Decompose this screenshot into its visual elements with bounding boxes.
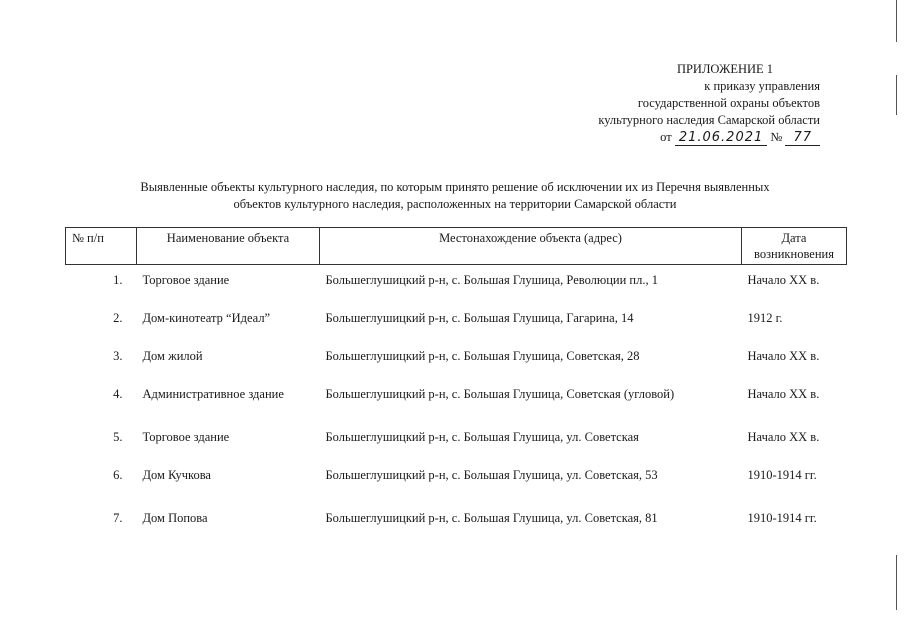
header-name: Наименование объекта [137,228,320,265]
row-name: Дом жилой [142,349,203,363]
header-date [742,228,847,265]
document-heading [60,179,850,213]
header-address: Местонахождение объекта (адрес) [320,228,742,265]
row-date: 1910-1914 гг. [747,511,817,525]
row-name: Торговое здание [142,273,230,287]
annex-block [520,61,820,146]
annex-line-1: к приказу управления [704,79,820,93]
row-name: Дом-кинотеатр “Идеал” [142,311,271,325]
row-num: 2. [113,311,123,325]
row-date: 1912 г. [747,311,783,325]
table-header-row [66,228,847,265]
annex-line-3: культурного наследия Самарской области [598,113,820,127]
row-address: Большеглушицкий р-н, с. Большая Глушица, ул. Советская, 53 [325,468,658,482]
row-num: 4. [113,387,123,401]
row-name: Административное здание [142,387,284,401]
row-date: Начало XX в. [747,387,820,401]
handwritten-number: 77 [785,131,820,146]
table-row [66,422,847,460]
scan-edge-mark [896,75,897,115]
row-name: Дом Кучкова [142,468,211,482]
header-date-line-2: возникновения [754,247,834,261]
table-row [66,503,847,541]
row-date: Начало XX в. [747,349,820,363]
table-row [66,379,847,422]
row-address: Большеглушицкий р-н, с. Большая Глушица, Советская, 28 [325,349,640,363]
row-address: Большеглушицкий р-н, с. Большая Глушица, Революции пл., 1 [325,273,658,287]
row-num: 7. [113,511,123,525]
table-row [66,303,847,341]
row-date: Начало XX в. [747,430,820,444]
row-address: Большеглушицкий р-н, с. Большая Глушица, ул. Советская, 81 [325,511,658,525]
row-num: 6. [113,468,123,482]
handwritten-date: 21.06.2021 [675,131,767,146]
row-num: 3. [113,349,123,363]
table-row [66,265,847,304]
scan-edge-mark [896,0,897,42]
row-date: Начало XX в. [747,273,820,287]
from-label: от [660,130,672,144]
heading-line-2: объектов культурного наследия, расположенных на территории Самарской области [233,197,677,211]
heading-line-1: Выявленные объекты культурного наследия, по которым принято решение об исключении их из Перечня выявленных [140,180,770,194]
annex-date-row [520,129,820,146]
row-address: Большеглушицкий р-н, с. Большая Глушица, Советская (угловой) [325,387,675,401]
row-num: 5. [113,430,123,444]
annex-title: ПРИЛОЖЕНИЕ 1 [676,62,774,76]
row-address: Большеглушицкий р-н, с. Большая Глушица, ул. Советская [325,430,639,444]
row-name: Торговое здание [142,430,230,444]
annex-line-2: государственной охраны объектов [637,96,820,110]
row-date: 1910-1914 гг. [747,468,817,482]
row-address: Большеглушицкий р-н, с. Большая Глушица, Гагарина, 14 [325,311,634,325]
objects-table [65,227,847,541]
header-num: № п/п [66,228,137,265]
header-date-line-1: Дата [781,231,807,245]
table-row [66,460,847,503]
table-row [66,341,847,379]
scan-edge-mark [896,555,897,610]
row-num: 1. [113,273,123,287]
number-label: № [770,130,783,144]
row-name: Дом Попова [142,511,208,525]
